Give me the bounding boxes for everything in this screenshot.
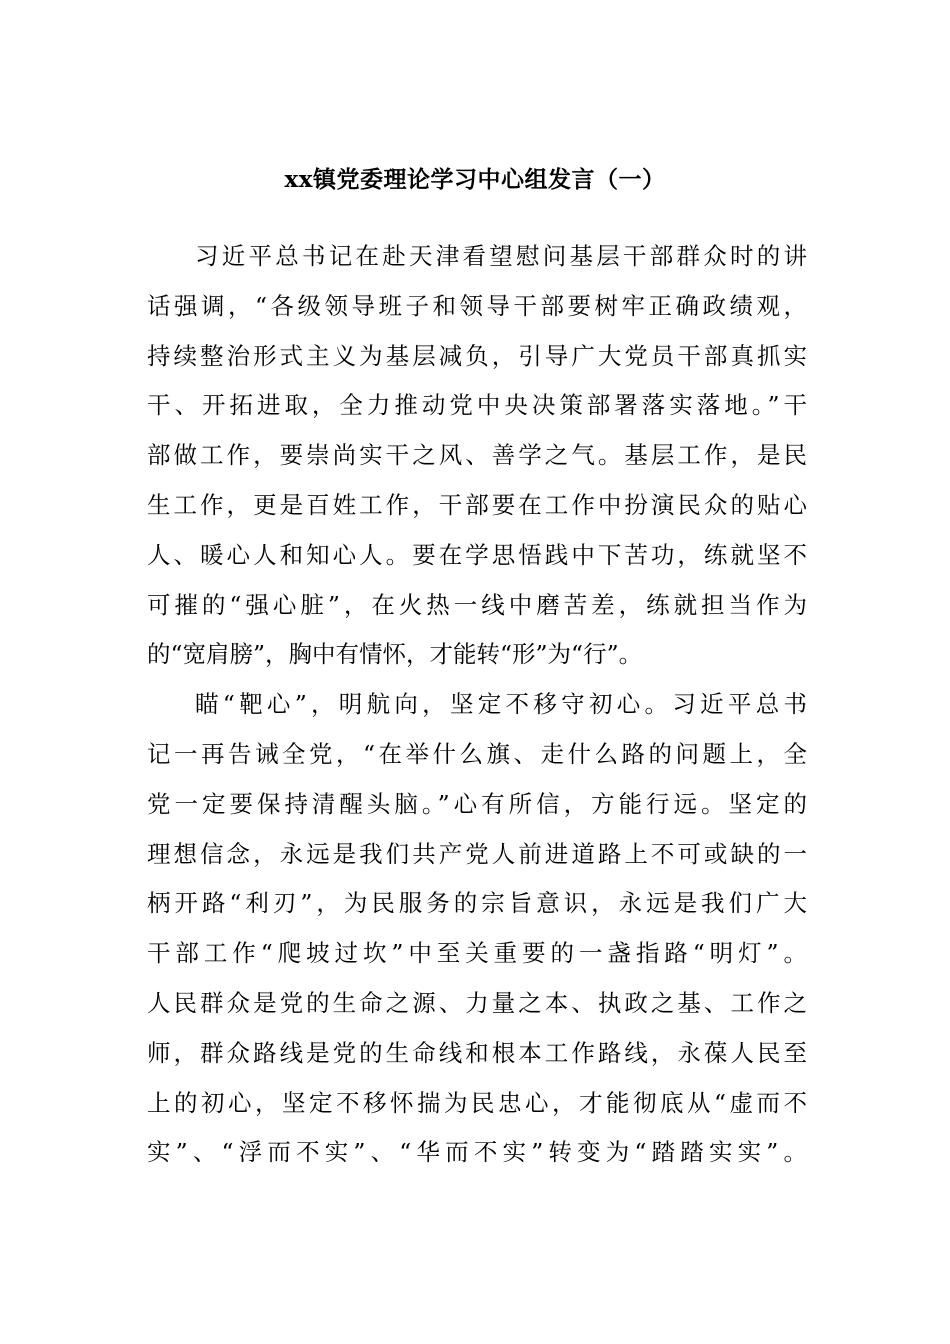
paragraph-2 — [147, 680, 807, 1178]
text-line: 持续整治形式主义为基层减负，引导广大党员干部真抓实 — [147, 341, 807, 370]
paragraph-1 — [147, 232, 807, 680]
text-line: 师，群众路线是党的生命线和根本工作路线，永葆人民至 — [147, 1038, 807, 1067]
text-line: 部做工作，要崇尚实干之风、善学之气。基层工作，是民 — [147, 441, 807, 470]
text-line: 话强调，“各级领导班子和领导干部要树牢正确政绩观， — [147, 291, 807, 320]
text-line: 党一定要保持清醒头脑。”心有所信，方能行远。坚定的 — [147, 789, 807, 818]
text-line: 柄开路“利刃”，为民服务的宗旨意识，永远是我们广大 — [147, 889, 807, 918]
document-body — [147, 232, 807, 1178]
text-line: 上的初心，坚定不移怀揣为民忠心，才能彻底从“虚而不 — [147, 1088, 807, 1117]
text-line: 人民群众是党的生命之源、力量之本、执政之基、工作之 — [147, 988, 807, 1017]
text-line: 干部工作“爬坡过坎”中至关重要的一盏指路“明灯”。 — [147, 939, 807, 968]
text-line: 可摧的“强心脏”，在火热一线中磨苦差，练就担当作为 — [147, 590, 807, 619]
text-line: 生工作，更是百姓工作，干部要在工作中扮演民众的贴心 — [147, 490, 807, 519]
text-line: 记一再告诫全党，“在举什么旗、走什么路的问题上，全 — [147, 739, 807, 768]
text-line: 人、暖心人和知心人。要在学思悟践中下苦功，练就坚不 — [147, 540, 807, 569]
text-line: 干、开拓进取，全力推动党中央决策部署落实落地。”干 — [147, 391, 807, 420]
text-line: 理想信念，永远是我们共产党人前进道路上不可或缺的一 — [147, 839, 807, 868]
text-line: 实”、“浮而不实”、“华而不实”转变为“踏踏实实”。 — [147, 1138, 807, 1167]
text-line: 习近平总书记在赴天津看望慰问基层干部群众时的讲 — [195, 242, 807, 270]
text-line: 瞄“靶心”，明航向，坚定不移守初心。习近平总书 — [195, 690, 807, 719]
text-line: 的“宽肩膀”，胸中有情怀，才能转“形”为“行”。 — [147, 640, 643, 669]
document-title: xx镇党委理论学习中心组发言（一） — [284, 166, 666, 193]
